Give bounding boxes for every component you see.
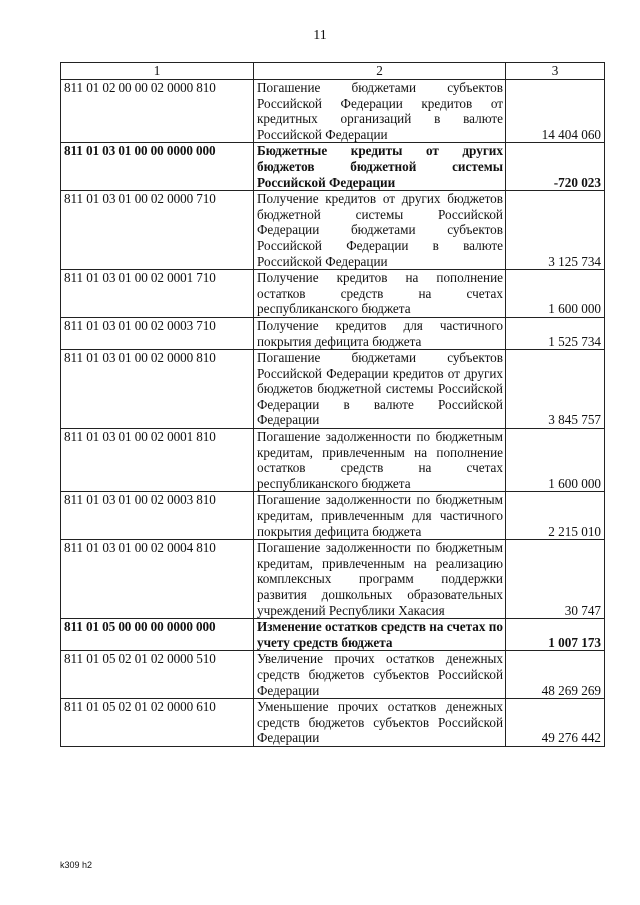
table-row [61, 317, 605, 349]
row-description: Уменьшение прочих остатков денежных средств бюджетов субъектов Российской Федерации [254, 699, 506, 747]
row-description: Получение кредитов для частичного покрытия дефицита бюджета [254, 317, 506, 349]
table-row [61, 270, 605, 318]
table-row [61, 143, 605, 191]
column-header-amount: 3 [506, 63, 605, 80]
budget-code: 811 01 03 01 00 00 0000 000 [61, 143, 254, 191]
table-row [61, 80, 605, 143]
budget-code: 811 01 05 02 01 02 0000 510 [61, 651, 254, 699]
row-description: Бюджетные кредиты от других бюджетов бюджетной системы Российской Федерации [254, 143, 506, 191]
row-amount: 1 600 000 [506, 270, 605, 318]
column-header-code: 1 [61, 63, 254, 80]
column-header-description: 2 [254, 63, 506, 80]
row-description: Погашение задолженности по бюджетным кредитам, привлеченным на пополнение остатков средств на счетах республиканского бюджета [254, 429, 506, 492]
budget-code: 811 01 03 01 00 02 0000 710 [61, 191, 254, 270]
page-number: 11 [313, 28, 327, 43]
table-header-row [61, 63, 605, 80]
table-row [61, 651, 605, 699]
row-description: Погашение бюджетами субъектов Российской Федерации кредитов от других бюджетов бюджетной системы Российской Федерации в валюте Российской Федерации [254, 350, 506, 429]
table-row [61, 540, 605, 619]
table-row [61, 350, 605, 429]
budget-code: 811 01 03 01 00 02 0004 810 [61, 540, 254, 619]
row-amount: 3 125 734 [506, 191, 605, 270]
row-amount: -720 023 [506, 143, 605, 191]
table-row [61, 699, 605, 747]
budget-sources-table [60, 62, 605, 747]
table-row [61, 492, 605, 540]
row-amount: 1 007 173 [506, 619, 605, 651]
row-description: Погашение задолженности по бюджетным кредитам, привлеченным для частичного покрытия дефицита бюджета [254, 492, 506, 540]
row-description: Получение кредитов от других бюджетов бюджетной системы Российской Федерации бюджетами субъектов Российской Федерации в валюте Российской Федерации [254, 191, 506, 270]
row-amount: 30 747 [506, 540, 605, 619]
budget-code: 811 01 03 01 00 02 0000 810 [61, 350, 254, 429]
budget-code: 811 01 05 02 01 02 0000 610 [61, 699, 254, 747]
table-row [61, 619, 605, 651]
row-amount: 1 600 000 [506, 429, 605, 492]
budget-code: 811 01 03 01 00 02 0001 810 [61, 429, 254, 492]
budget-code: 811 01 03 01 00 02 0003 810 [61, 492, 254, 540]
budget-code: 811 01 03 01 00 02 0001 710 [61, 270, 254, 318]
row-description: Увеличение прочих остатков денежных средств бюджетов субъектов Российской Федерации [254, 651, 506, 699]
row-description: Получение кредитов на пополнение остатков средств на счетах республиканского бюджета [254, 270, 506, 318]
row-amount: 49 276 442 [506, 699, 605, 747]
budget-code: 811 01 03 01 00 02 0003 710 [61, 317, 254, 349]
row-description: Изменение остатков средств на счетах по учету средств бюджета [254, 619, 506, 651]
budget-code: 811 01 02 00 00 02 0000 810 [61, 80, 254, 143]
row-description: Погашение бюджетами субъектов Российской Федерации кредитов от кредитных организаций в валюте Российской Федерации [254, 80, 506, 143]
table-row [61, 191, 605, 270]
document-footer-code: k309 h2 [60, 860, 93, 870]
row-amount: 14 404 060 [506, 80, 605, 143]
row-amount: 48 269 269 [506, 651, 605, 699]
row-amount: 3 845 757 [506, 350, 605, 429]
row-amount: 2 215 010 [506, 492, 605, 540]
row-amount: 1 525 734 [506, 317, 605, 349]
row-description: Погашение задолженности по бюджетным кредитам, привлеченным на реализацию комплексных программ поддержки развития дошкольных образовательных учреждений Республики Хакасия [254, 540, 506, 619]
table-row [61, 429, 605, 492]
budget-code: 811 01 05 00 00 00 0000 000 [61, 619, 254, 651]
